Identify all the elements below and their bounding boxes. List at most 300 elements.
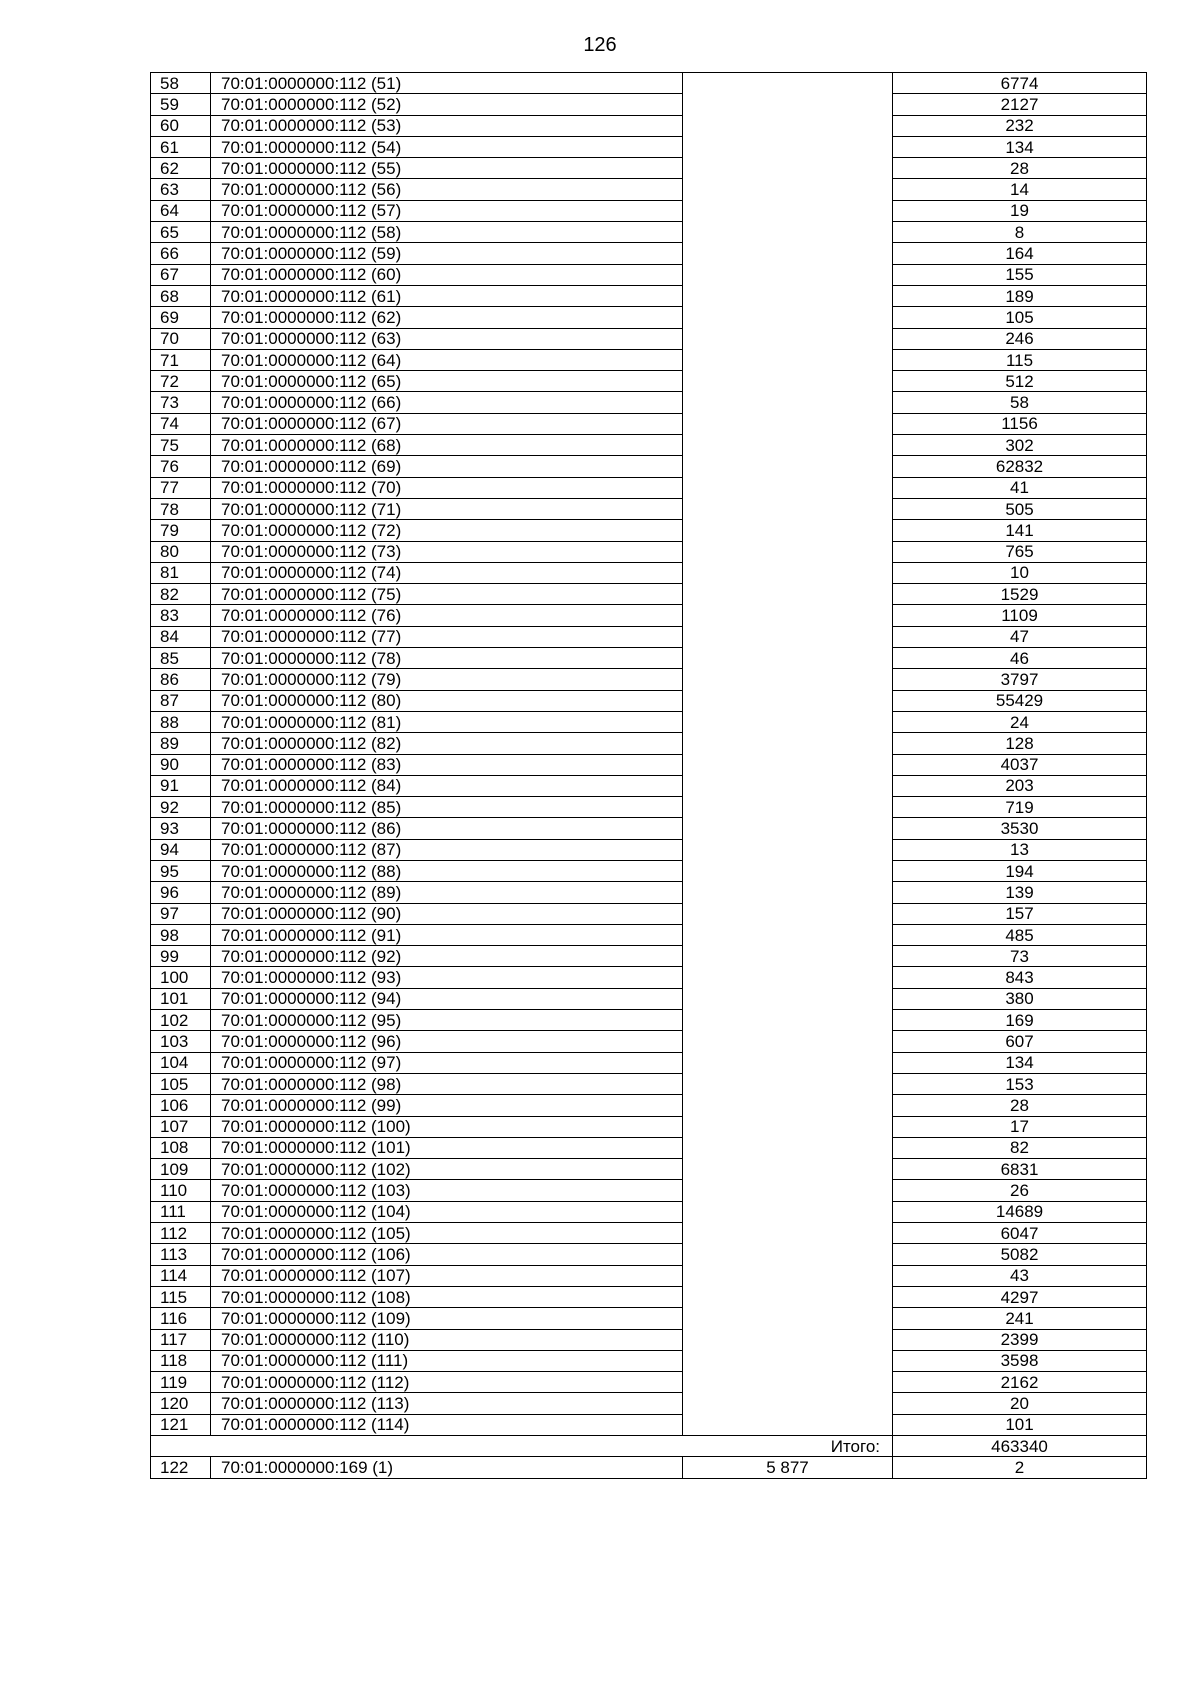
area-cell bbox=[683, 1329, 893, 1350]
value-cell: 843 bbox=[893, 967, 1147, 988]
table-row bbox=[151, 818, 1147, 839]
area-cell bbox=[683, 1308, 893, 1329]
value-cell: 141 bbox=[893, 520, 1147, 541]
area-cell bbox=[683, 882, 893, 903]
row-number-cell: 100 bbox=[151, 967, 211, 988]
total-value: 463340 bbox=[893, 1436, 1147, 1457]
value-cell: 17 bbox=[893, 1116, 1147, 1137]
value-cell: 14689 bbox=[893, 1201, 1147, 1222]
row-number-cell: 87 bbox=[151, 690, 211, 711]
cadastral-code-cell: 70:01:0000000:112 (113) bbox=[211, 1393, 683, 1414]
value-cell: 607 bbox=[893, 1031, 1147, 1052]
cadastral-code-cell: 70:01:0000000:112 (63) bbox=[211, 328, 683, 349]
value-cell: 2127 bbox=[893, 94, 1147, 115]
row-number-cell: 82 bbox=[151, 584, 211, 605]
value-cell: 20 bbox=[893, 1393, 1147, 1414]
value-cell: 246 bbox=[893, 328, 1147, 349]
value-cell: 43 bbox=[893, 1265, 1147, 1286]
value-cell: 155 bbox=[893, 264, 1147, 285]
area-cell bbox=[683, 1073, 893, 1094]
value-cell: 19 bbox=[893, 200, 1147, 221]
cadastral-code-cell: 70:01:0000000:112 (56) bbox=[211, 179, 683, 200]
cadastral-code-cell: 70:01:0000000:112 (100) bbox=[211, 1116, 683, 1137]
area-cell bbox=[683, 94, 893, 115]
table-row bbox=[151, 1329, 1147, 1350]
table-row bbox=[151, 690, 1147, 711]
cadastral-code-cell: 70:01:0000000:112 (58) bbox=[211, 222, 683, 243]
row-number-cell: 116 bbox=[151, 1308, 211, 1329]
row-number-cell: 117 bbox=[151, 1329, 211, 1350]
area-cell bbox=[683, 1201, 893, 1222]
area-cell bbox=[683, 924, 893, 945]
table-row bbox=[151, 882, 1147, 903]
table-row bbox=[151, 584, 1147, 605]
row-number-cell: 119 bbox=[151, 1372, 211, 1393]
area-cell bbox=[683, 1350, 893, 1371]
table-row bbox=[151, 860, 1147, 881]
page-number: 126 bbox=[583, 34, 617, 56]
row-number-cell: 122 bbox=[151, 1457, 211, 1478]
area-cell bbox=[683, 562, 893, 583]
value-cell: 55429 bbox=[893, 690, 1147, 711]
row-number-cell: 99 bbox=[151, 946, 211, 967]
row-number-cell: 88 bbox=[151, 711, 211, 732]
value-cell: 6774 bbox=[893, 73, 1147, 94]
area-cell bbox=[683, 328, 893, 349]
table-row bbox=[151, 1052, 1147, 1073]
value-cell: 164 bbox=[893, 243, 1147, 264]
value-cell: 1529 bbox=[893, 584, 1147, 605]
table-row bbox=[151, 626, 1147, 647]
area-cell bbox=[683, 1286, 893, 1307]
row-number-cell: 92 bbox=[151, 797, 211, 818]
cadastral-code-cell: 70:01:0000000:112 (77) bbox=[211, 626, 683, 647]
area-cell bbox=[683, 1244, 893, 1265]
row-number-cell: 79 bbox=[151, 520, 211, 541]
cadastral-code-cell: 70:01:0000000:112 (109) bbox=[211, 1308, 683, 1329]
cadastral-code-cell: 70:01:0000000:112 (73) bbox=[211, 541, 683, 562]
value-cell: 139 bbox=[893, 882, 1147, 903]
table-row bbox=[151, 1457, 1147, 1478]
area-cell bbox=[683, 754, 893, 775]
cadastral-code-cell: 70:01:0000000:112 (76) bbox=[211, 605, 683, 626]
row-number-cell: 91 bbox=[151, 775, 211, 796]
value-cell: 1156 bbox=[893, 413, 1147, 434]
row-number-cell: 120 bbox=[151, 1393, 211, 1414]
area-cell bbox=[683, 158, 893, 179]
row-number-cell: 60 bbox=[151, 115, 211, 136]
table-row bbox=[151, 307, 1147, 328]
table-row bbox=[151, 797, 1147, 818]
cadastral-code-cell: 70:01:0000000:112 (54) bbox=[211, 136, 683, 157]
row-number-cell: 97 bbox=[151, 903, 211, 924]
area-cell bbox=[683, 797, 893, 818]
area-cell bbox=[683, 690, 893, 711]
row-number-cell: 58 bbox=[151, 73, 211, 94]
value-cell: 241 bbox=[893, 1308, 1147, 1329]
value-cell: 115 bbox=[893, 349, 1147, 370]
area-cell bbox=[683, 456, 893, 477]
total-label: Итого: bbox=[151, 1436, 893, 1457]
cadastral-code-cell: 70:01:0000000:112 (75) bbox=[211, 584, 683, 605]
table-row bbox=[151, 1265, 1147, 1286]
table-row bbox=[151, 115, 1147, 136]
value-cell: 485 bbox=[893, 924, 1147, 945]
table-row bbox=[151, 1031, 1147, 1052]
table-row bbox=[151, 1073, 1147, 1094]
table-row bbox=[151, 1116, 1147, 1137]
value-cell: 232 bbox=[893, 115, 1147, 136]
cadastral-code-cell: 70:01:0000000:112 (101) bbox=[211, 1137, 683, 1158]
parcel-table bbox=[150, 72, 1147, 1479]
area-cell bbox=[683, 988, 893, 1009]
table-row bbox=[151, 243, 1147, 264]
area-cell bbox=[683, 264, 893, 285]
table-row bbox=[151, 285, 1147, 306]
cadastral-code-cell: 70:01:0000000:112 (108) bbox=[211, 1286, 683, 1307]
area-cell bbox=[683, 775, 893, 796]
area-cell bbox=[683, 1223, 893, 1244]
cadastral-code-cell: 70:01:0000000:112 (55) bbox=[211, 158, 683, 179]
row-number-cell: 68 bbox=[151, 285, 211, 306]
cadastral-code-cell: 70:01:0000000:112 (69) bbox=[211, 456, 683, 477]
area-cell bbox=[683, 498, 893, 519]
area-cell bbox=[683, 839, 893, 860]
row-number-cell: 108 bbox=[151, 1137, 211, 1158]
cadastral-code-cell: 70:01:0000000:112 (98) bbox=[211, 1073, 683, 1094]
cadastral-code-cell: 70:01:0000000:112 (95) bbox=[211, 1010, 683, 1031]
row-number-cell: 110 bbox=[151, 1180, 211, 1201]
cadastral-code-cell: 70:01:0000000:112 (87) bbox=[211, 839, 683, 860]
table-row bbox=[151, 711, 1147, 732]
area-cell bbox=[683, 903, 893, 924]
value-cell: 24 bbox=[893, 711, 1147, 732]
cadastral-code-cell: 70:01:0000000:112 (93) bbox=[211, 967, 683, 988]
row-number-cell: 90 bbox=[151, 754, 211, 775]
value-cell: 380 bbox=[893, 988, 1147, 1009]
area-cell bbox=[683, 541, 893, 562]
table-row bbox=[151, 158, 1147, 179]
cadastral-code-cell: 70:01:0000000:112 (97) bbox=[211, 1052, 683, 1073]
value-cell: 2399 bbox=[893, 1329, 1147, 1350]
cadastral-code-cell: 70:01:0000000:112 (112) bbox=[211, 1372, 683, 1393]
row-number-cell: 115 bbox=[151, 1286, 211, 1307]
cadastral-code-cell: 70:01:0000000:112 (91) bbox=[211, 924, 683, 945]
row-number-cell: 75 bbox=[151, 435, 211, 456]
area-cell bbox=[683, 1414, 893, 1435]
table-row bbox=[151, 1308, 1147, 1329]
row-number-cell: 59 bbox=[151, 94, 211, 115]
area-cell bbox=[683, 669, 893, 690]
cadastral-code-cell: 70:01:0000000:112 (51) bbox=[211, 73, 683, 94]
value-cell: 512 bbox=[893, 371, 1147, 392]
area-cell bbox=[683, 200, 893, 221]
value-cell: 73 bbox=[893, 946, 1147, 967]
row-number-cell: 61 bbox=[151, 136, 211, 157]
value-cell: 128 bbox=[893, 733, 1147, 754]
area-cell bbox=[683, 243, 893, 264]
value-cell: 10 bbox=[893, 562, 1147, 583]
cadastral-code-cell: 70:01:0000000:112 (111) bbox=[211, 1350, 683, 1371]
value-cell: 134 bbox=[893, 136, 1147, 157]
value-cell: 41 bbox=[893, 477, 1147, 498]
area-cell bbox=[683, 520, 893, 541]
value-cell: 4297 bbox=[893, 1286, 1147, 1307]
value-cell: 157 bbox=[893, 903, 1147, 924]
table-row bbox=[151, 179, 1147, 200]
row-number-cell: 73 bbox=[151, 392, 211, 413]
table-row bbox=[151, 392, 1147, 413]
value-cell: 153 bbox=[893, 1073, 1147, 1094]
table-row bbox=[151, 456, 1147, 477]
table-row bbox=[151, 605, 1147, 626]
table-row bbox=[151, 328, 1147, 349]
area-cell bbox=[683, 435, 893, 456]
cadastral-code-cell: 70:01:0000000:112 (102) bbox=[211, 1159, 683, 1180]
area-cell bbox=[683, 115, 893, 136]
row-number-cell: 83 bbox=[151, 605, 211, 626]
row-number-cell: 70 bbox=[151, 328, 211, 349]
cadastral-code-cell: 70:01:0000000:112 (59) bbox=[211, 243, 683, 264]
cadastral-code-cell: 70:01:0000000:112 (72) bbox=[211, 520, 683, 541]
table-row bbox=[151, 498, 1147, 519]
row-number-cell: 109 bbox=[151, 1159, 211, 1180]
value-cell: 302 bbox=[893, 435, 1147, 456]
row-number-cell: 89 bbox=[151, 733, 211, 754]
area-cell bbox=[683, 1159, 893, 1180]
area-cell bbox=[683, 946, 893, 967]
row-number-cell: 69 bbox=[151, 307, 211, 328]
cadastral-code-cell: 70:01:0000000:112 (114) bbox=[211, 1414, 683, 1435]
area-cell bbox=[683, 349, 893, 370]
row-number-cell: 98 bbox=[151, 924, 211, 945]
value-cell: 14 bbox=[893, 179, 1147, 200]
value-cell: 46 bbox=[893, 648, 1147, 669]
area-cell bbox=[683, 73, 893, 94]
table-row bbox=[151, 1201, 1147, 1222]
row-number-cell: 118 bbox=[151, 1350, 211, 1371]
value-cell: 203 bbox=[893, 775, 1147, 796]
row-number-cell: 86 bbox=[151, 669, 211, 690]
row-number-cell: 106 bbox=[151, 1095, 211, 1116]
cadastral-code-cell: 70:01:0000000:112 (83) bbox=[211, 754, 683, 775]
table-row bbox=[151, 222, 1147, 243]
table-row bbox=[151, 349, 1147, 370]
table-row bbox=[151, 1414, 1147, 1435]
value-cell: 82 bbox=[893, 1137, 1147, 1158]
value-cell: 505 bbox=[893, 498, 1147, 519]
row-number-cell: 77 bbox=[151, 477, 211, 498]
value-cell: 28 bbox=[893, 158, 1147, 179]
value-cell: 4037 bbox=[893, 754, 1147, 775]
value-cell: 194 bbox=[893, 860, 1147, 881]
area-cell bbox=[683, 1031, 893, 1052]
cadastral-code-cell: 70:01:0000000:112 (82) bbox=[211, 733, 683, 754]
cadastral-code-cell: 70:01:0000000:112 (110) bbox=[211, 1329, 683, 1350]
area-cell bbox=[683, 285, 893, 306]
value-cell: 169 bbox=[893, 1010, 1147, 1031]
total-row bbox=[151, 1436, 1147, 1457]
area-cell bbox=[683, 1372, 893, 1393]
value-cell: 5082 bbox=[893, 1244, 1147, 1265]
row-number-cell: 76 bbox=[151, 456, 211, 477]
cadastral-code-cell: 70:01:0000000:112 (103) bbox=[211, 1180, 683, 1201]
cadastral-code-cell: 70:01:0000000:112 (67) bbox=[211, 413, 683, 434]
cadastral-code-cell: 70:01:0000000:112 (62) bbox=[211, 307, 683, 328]
area-cell bbox=[683, 1137, 893, 1158]
cadastral-code-cell: 70:01:0000000:112 (84) bbox=[211, 775, 683, 796]
table-row bbox=[151, 371, 1147, 392]
area-cell bbox=[683, 626, 893, 647]
row-number-cell: 113 bbox=[151, 1244, 211, 1265]
area-cell bbox=[683, 392, 893, 413]
value-cell: 1109 bbox=[893, 605, 1147, 626]
value-cell: 58 bbox=[893, 392, 1147, 413]
area-cell bbox=[683, 711, 893, 732]
value-cell: 101 bbox=[893, 1414, 1147, 1435]
cadastral-code-cell: 70:01:0000000:112 (65) bbox=[211, 371, 683, 392]
value-cell: 8 bbox=[893, 222, 1147, 243]
row-number-cell: 74 bbox=[151, 413, 211, 434]
table-row bbox=[151, 946, 1147, 967]
row-number-cell: 103 bbox=[151, 1031, 211, 1052]
area-cell bbox=[683, 136, 893, 157]
value-cell: 13 bbox=[893, 839, 1147, 860]
area-cell bbox=[683, 584, 893, 605]
table-row bbox=[151, 733, 1147, 754]
row-number-cell: 67 bbox=[151, 264, 211, 285]
row-number-cell: 64 bbox=[151, 200, 211, 221]
row-number-cell: 95 bbox=[151, 860, 211, 881]
table-row bbox=[151, 136, 1147, 157]
area-cell bbox=[683, 1180, 893, 1201]
row-number-cell: 93 bbox=[151, 818, 211, 839]
table-row bbox=[151, 1393, 1147, 1414]
value-cell: 3797 bbox=[893, 669, 1147, 690]
cadastral-code-cell: 70:01:0000000:112 (106) bbox=[211, 1244, 683, 1265]
value-cell: 47 bbox=[893, 626, 1147, 647]
value-cell: 3598 bbox=[893, 1350, 1147, 1371]
table-row bbox=[151, 924, 1147, 945]
cadastral-code-cell: 70:01:0000000:112 (53) bbox=[211, 115, 683, 136]
table-row bbox=[151, 200, 1147, 221]
area-cell bbox=[683, 1095, 893, 1116]
value-cell: 719 bbox=[893, 797, 1147, 818]
area-cell bbox=[683, 1265, 893, 1286]
table-row bbox=[151, 988, 1147, 1009]
row-number-cell: 72 bbox=[151, 371, 211, 392]
area-cell bbox=[683, 222, 893, 243]
area-cell bbox=[683, 733, 893, 754]
cadastral-code-cell: 70:01:0000000:112 (60) bbox=[211, 264, 683, 285]
area-cell bbox=[683, 371, 893, 392]
table-row bbox=[151, 435, 1147, 456]
area-cell bbox=[683, 1010, 893, 1031]
table-row bbox=[151, 1286, 1147, 1307]
row-number-cell: 78 bbox=[151, 498, 211, 519]
cadastral-code-cell: 70:01:0000000:112 (90) bbox=[211, 903, 683, 924]
cadastral-code-cell: 70:01:0000000:112 (52) bbox=[211, 94, 683, 115]
cadastral-code-cell: 70:01:0000000:112 (61) bbox=[211, 285, 683, 306]
value-cell: 134 bbox=[893, 1052, 1147, 1073]
cadastral-code-cell: 70:01:0000000:112 (88) bbox=[211, 860, 683, 881]
table-row bbox=[151, 1159, 1147, 1180]
row-number-cell: 104 bbox=[151, 1052, 211, 1073]
row-number-cell: 107 bbox=[151, 1116, 211, 1137]
value-cell: 6831 bbox=[893, 1159, 1147, 1180]
area-cell bbox=[683, 1116, 893, 1137]
area-cell bbox=[683, 648, 893, 669]
area-cell bbox=[683, 307, 893, 328]
table-row bbox=[151, 839, 1147, 860]
value-cell: 2162 bbox=[893, 1372, 1147, 1393]
cadastral-code-cell: 70:01:0000000:112 (92) bbox=[211, 946, 683, 967]
cadastral-code-cell: 70:01:0000000:169 (1) bbox=[211, 1457, 683, 1478]
cadastral-code-cell: 70:01:0000000:112 (107) bbox=[211, 1265, 683, 1286]
table-row bbox=[151, 520, 1147, 541]
table-row bbox=[151, 94, 1147, 115]
value-cell: 3530 bbox=[893, 818, 1147, 839]
cadastral-code-cell: 70:01:0000000:112 (99) bbox=[211, 1095, 683, 1116]
value-cell: 6047 bbox=[893, 1223, 1147, 1244]
row-number-cell: 85 bbox=[151, 648, 211, 669]
row-number-cell: 63 bbox=[151, 179, 211, 200]
row-number-cell: 81 bbox=[151, 562, 211, 583]
area-cell bbox=[683, 179, 893, 200]
table-row bbox=[151, 669, 1147, 690]
table-row bbox=[151, 1010, 1147, 1031]
row-number-cell: 94 bbox=[151, 839, 211, 860]
table-row bbox=[151, 477, 1147, 498]
value-cell: 62832 bbox=[893, 456, 1147, 477]
row-number-cell: 66 bbox=[151, 243, 211, 264]
cadastral-code-cell: 70:01:0000000:112 (94) bbox=[211, 988, 683, 1009]
table-row bbox=[151, 562, 1147, 583]
table-row bbox=[151, 264, 1147, 285]
table-row bbox=[151, 1223, 1147, 1244]
table-row bbox=[151, 413, 1147, 434]
cadastral-code-cell: 70:01:0000000:112 (79) bbox=[211, 669, 683, 690]
cadastral-code-cell: 70:01:0000000:112 (78) bbox=[211, 648, 683, 669]
area-cell bbox=[683, 860, 893, 881]
row-number-cell: 71 bbox=[151, 349, 211, 370]
row-number-cell: 96 bbox=[151, 882, 211, 903]
table-row bbox=[151, 73, 1147, 94]
row-number-cell: 62 bbox=[151, 158, 211, 179]
cadastral-code-cell: 70:01:0000000:112 (66) bbox=[211, 392, 683, 413]
area-cell bbox=[683, 477, 893, 498]
table-row bbox=[151, 1137, 1147, 1158]
row-number-cell: 101 bbox=[151, 988, 211, 1009]
row-number-cell: 80 bbox=[151, 541, 211, 562]
row-number-cell: 105 bbox=[151, 1073, 211, 1094]
area-cell bbox=[683, 413, 893, 434]
parcel-table-body bbox=[151, 73, 1147, 1479]
area-cell bbox=[683, 1052, 893, 1073]
cadastral-code-cell: 70:01:0000000:112 (70) bbox=[211, 477, 683, 498]
row-number-cell: 114 bbox=[151, 1265, 211, 1286]
table-row bbox=[151, 1372, 1147, 1393]
row-number-cell: 111 bbox=[151, 1201, 211, 1222]
cadastral-code-cell: 70:01:0000000:112 (74) bbox=[211, 562, 683, 583]
table-row bbox=[151, 775, 1147, 796]
table-row bbox=[151, 754, 1147, 775]
cadastral-code-cell: 70:01:0000000:112 (81) bbox=[211, 711, 683, 732]
table-row bbox=[151, 967, 1147, 988]
table-row bbox=[151, 541, 1147, 562]
cadastral-code-cell: 70:01:0000000:112 (86) bbox=[211, 818, 683, 839]
area-cell bbox=[683, 967, 893, 988]
